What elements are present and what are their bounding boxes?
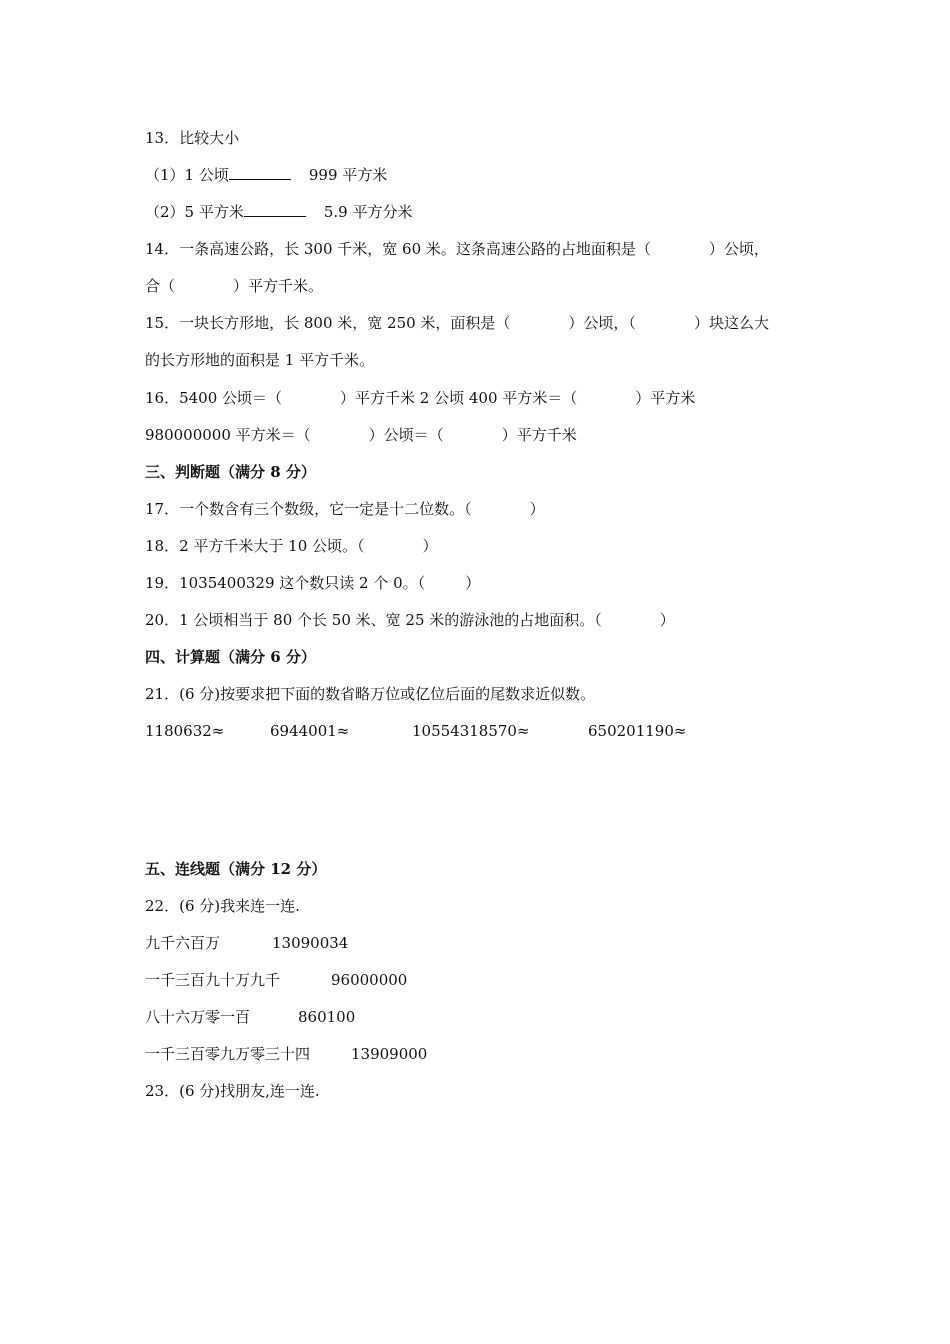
q21-item-2: 6944001≈ <box>270 722 350 740</box>
section-4-heading: 四、计算题（满分 6 分） <box>145 648 316 666</box>
q21-item-3: 10554318570≈ <box>412 722 530 740</box>
q20: 20．1 公顷相当于 80 个长 50 米、宽 25 米的游泳池的占地面积。（ ） <box>145 611 675 629</box>
q15-line-2: 的长方形地的面积是 1 平方千米。 <box>145 351 375 369</box>
section-3-heading: 三、判断题（满分 8 分） <box>145 463 316 481</box>
q22-words-1: 九千六百万 <box>145 934 221 952</box>
q19: 19．1035400329 这个数只读 2 个 0。（ ） <box>145 574 481 592</box>
q18: 18．2 平方千米大于 10 公顷。（ ） <box>145 537 438 555</box>
q22-words-2: 一千三百九十万九千 <box>145 971 281 989</box>
q14-line-2: 合（ ）平方千米。 <box>145 277 324 295</box>
section-5-heading: 五、连线题（满分 12 分） <box>145 860 327 878</box>
q22-title: 22．(6 分)我来连一连. <box>145 897 300 915</box>
q22-number-3: 860100 <box>298 1008 356 1026</box>
q22-number-4: 13909000 <box>351 1045 428 1063</box>
q21-item-1: 1180632≈ <box>145 722 225 740</box>
q15-line-1: 15．一块长方形地，长 800 米，宽 250 米，面积是（ ）公顷，（ ）块这么大 <box>145 314 769 332</box>
q14-line-1: 14．一条高速公路，长 300 千米，宽 60 米。这条高速公路的占地面积是（ ）公顷， <box>145 240 769 258</box>
q22-words-3: 八十六万零一百 <box>145 1008 251 1026</box>
q13-item-2-blank[interactable] <box>244 202 306 217</box>
q16-line-2: 980000000 平方米＝（ ）公顷＝（ ）平方千米 <box>145 426 577 444</box>
q23-title: 23．(6 分)找朋友,连一连. <box>145 1082 320 1100</box>
q17: 17．一个数含有三个数级，它一定是十二位数。（ ） <box>145 500 545 518</box>
q13-item-1: （1）1 公顷 999 平方米 <box>145 166 388 184</box>
q13-item-1-blank[interactable] <box>229 165 291 180</box>
q13-item-2: （2）5 平方米 5.9 平方分米 <box>145 203 413 221</box>
q16-line-1: 16．5400 公顷＝（ ）平方千米 2 公顷 400 平方米＝（ ）平方米 <box>145 389 696 407</box>
q21-title: 21．(6 分)按要求把下面的数省略万位或亿位后面的尾数求近似数。 <box>145 685 596 703</box>
q21-item-4: 650201190≈ <box>588 722 687 740</box>
q22-number-2: 96000000 <box>331 971 408 989</box>
q13-title: 13．比较大小 <box>145 129 240 147</box>
q22-number-1: 13090034 <box>272 934 349 952</box>
q22-words-4: 一千三百零九万零三十四 <box>145 1045 311 1063</box>
